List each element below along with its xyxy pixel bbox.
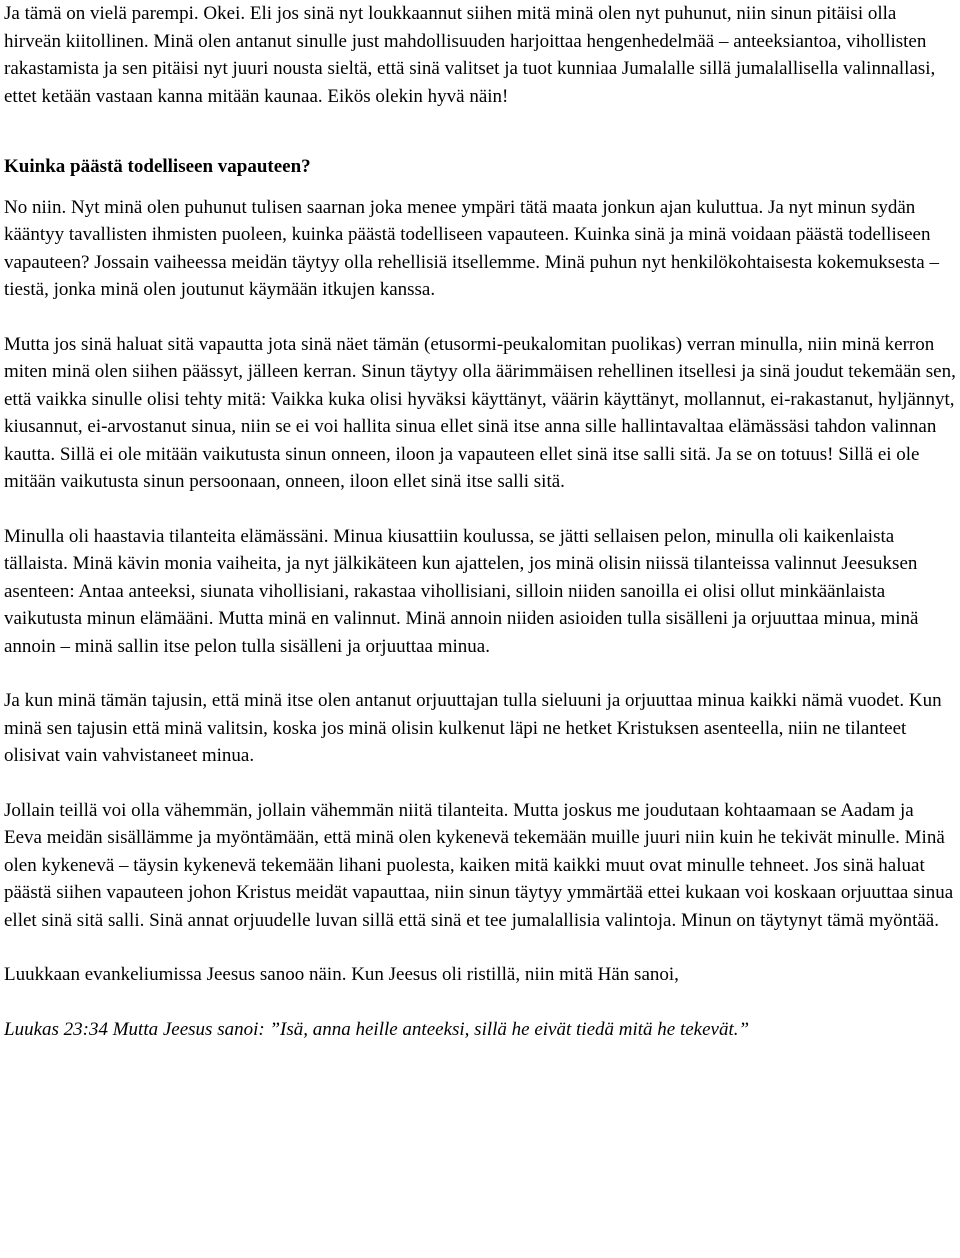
paragraph-realization: Ja kun minä tämän tajusin, että minä itse olen antanut orjuuttajan tulla sieluuni ja orjuuttaa minua kaikki nämä vuodet. Kun minä sen tajusin että minä valitsin, koska jos minä olisin kulkenut läpi ne hetket Kristuksen asenteella, niin ne tilanteet olisivat vain vahvistaneet minua.: [4, 690, 942, 766]
paragraph-luke: Luukkaan evankeliumissa Jeesus sanoo näin. Kun Jeesus oli ristillä, niin mitä Hän sanoi,: [4, 964, 679, 985]
spacer: [4, 137, 956, 153]
document-page: [4, 0, 956, 1043]
spacer: [4, 989, 956, 1016]
paragraph-honesty: Mutta jos sinä haluat sitä vapautta jota sinä näet tämän (etusormi-peukalomitan puolikas) verran minulla, niin minä kerron miten minä olen siihen päässyt, jälleen kerran. Sinun täytyy olla äärimmäisen rehellinen itsellesi ja sinä joudut tekemään sen, että vaikka sinulle olisi tehty mitä: Vaikka kuka olisi hyväksi käyttänyt, väärin käyttänyt, mollannut, ei-rakastanut, hyljännyt, kiusannut, ei-arvostanut sinua, niin se ei voi hallita sinua ellet sinä itse anna sille hallintavaltaa elämässäsi tahdon valinnan kautta. Sillä ei ole mitään vaikutusta sinun onneen, iloon ja vapauteen ellet sinä itse salli sitä. Ja se on totuus! Sillä ei ole mitään vaikutusta sinun persoonaan, onneen, iloon ellet sinä itse salli sitä.: [4, 333, 956, 492]
paragraph-confession: Jollain teillä voi olla vähemmän, jollain vähemmän niitä tilanteita. Mutta joskus me joudutaan kohtaamaan se Aadam ja Eeva meidän sisällämme ja myöntämään, että minä olen kykenevä tekemään muille juuri niin kuin he tekivät minulle. Minä olen kykenevä – täysin kykenevä tekemään lihani puolesta, kaiken mitä kaikki muut ovat minulle tehneet. Jos sinä haluat päästä siihen vapauteen johon Kristus meidät vapauttaa, niin sinun täytyy ymmärtää ettei kukaan voi koskaan orjuuttaa sinua ellet sinä sitä salli. Sinä annat orjuudelle luvan sillä että sinä et tee jumalallisia valintoja. Minun on täytynyt tämä myöntää.: [4, 799, 954, 931]
spacer: [4, 181, 956, 194]
paragraph-challenges: Minulla oli haastavia tilanteita elämässäni. Minua kiusattiin koulussa, se jätti sellaisen pelon, minulla oli kaikenlaista tällaista. Minä kävin monia vaiheita, ja nyt jälkikäteen kun ajattelen, jos minä olisin niissä tilanteissa valinnut Jeesuksen asenteen: Antaa anteeksi, siunata vihollisiani, rakastaa vihollisiani, silloin niiden sanoilla ei olisi ollut minkäänlaista vaikutusta minun elämääni. Mutta minä en valinnut. Minä annoin niiden asioiden tulla sisälleni ja orjuuttaa minua, minä annoin – minä sallin itse pelon tulla sisälleni ja orjuuttaa minua.: [4, 525, 919, 657]
paragraph-intro: Ja tämä on vielä parempi. Okei. Eli jos sinä nyt loukkaannut siihen mitä minä olen nyt puhunut, niin sinun pitäisi olla hirveän kiitollinen. Minä olen antanut sinulle just mahdollisuuden harjoittaa hengenhedelmää – anteeksiantoa, vihollisten rakastamista ja sen pitäisi nyt juuri nousta sieltä, että sinä valitset ja tuot kunniaa Jumalalle sillä jumalallisella valinnallasi, ettet ketään vastaan kanna mitään kaunaa. Eikös olekin hyvä näin!: [4, 3, 936, 107]
spacer: [4, 304, 956, 331]
spacer: [4, 660, 956, 687]
spacer: [4, 110, 956, 137]
spacer: [4, 496, 956, 523]
paragraph-freedom: No niin. Nyt minä olen puhunut tulisen saarnan joka menee ympäri tätä maata jonkun ajan kuluttua. Ja nyt minun sydän kääntyy tavallisten ihmisten puoleen, kuinka päästä todelliseen vapauteen. Kuinka sinä ja minä voidaan päästä todelliseen vapauteen? Jossain vaiheessa meidän täytyy olla rehellisiä itsellemme. Minä puhun nyt henkilökohtaisesta kokemuksesta – tiestä, jonka minä olen joutunut käymään itkujen kanssa.: [4, 196, 939, 300]
section-heading: Kuinka päästä todelliseen vapauteen?: [4, 156, 311, 177]
spacer: [4, 934, 956, 961]
spacer: [4, 770, 956, 797]
bible-quote: Luukas 23:34 Mutta Jeesus sanoi: ”Isä, anna heille anteeksi, sillä he eivät tiedä mitä he tekevät.”: [4, 1018, 750, 1040]
